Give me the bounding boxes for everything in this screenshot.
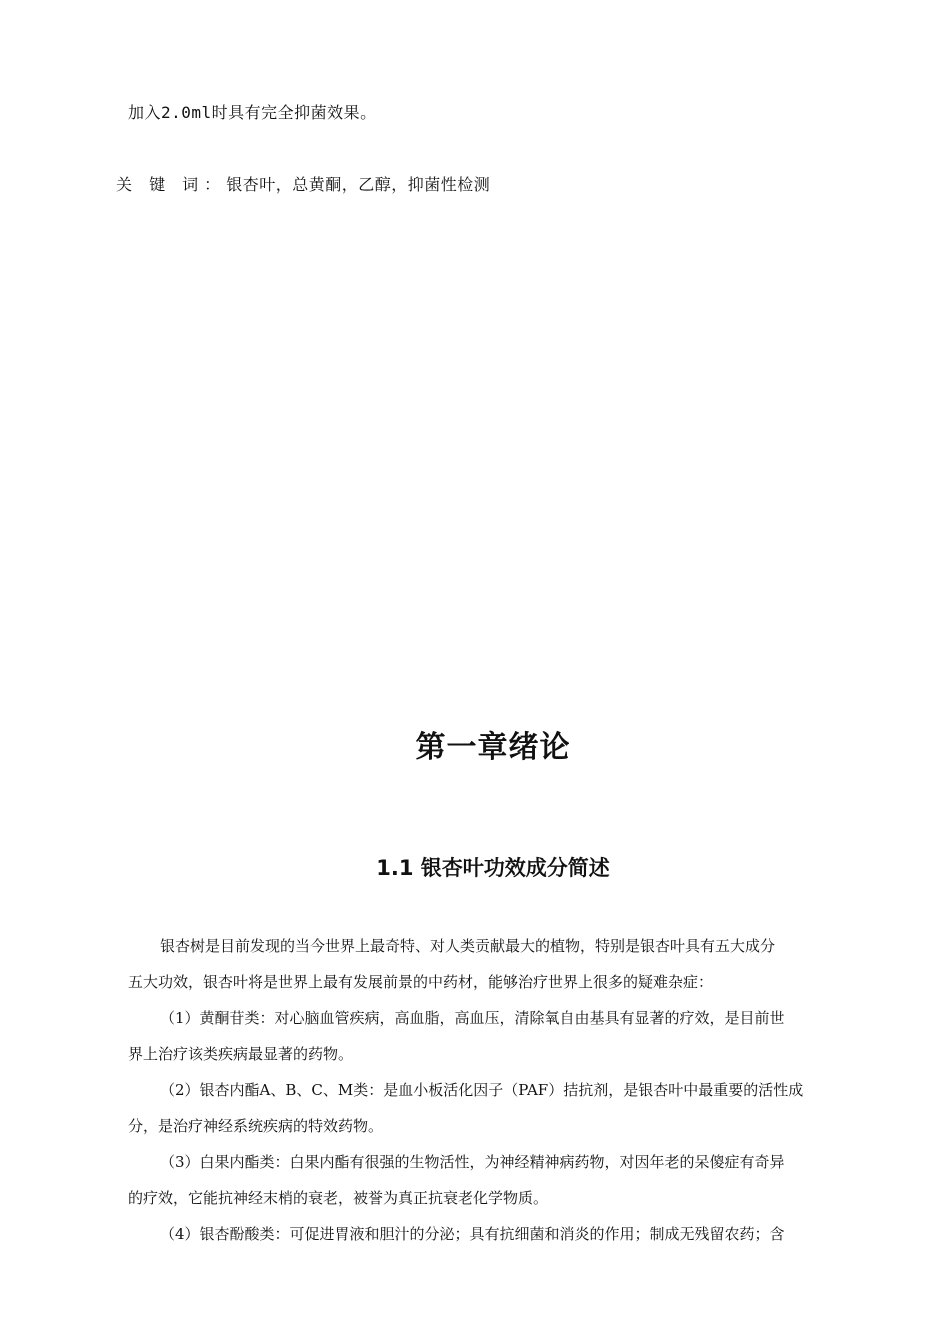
paragraph-line: （4）银杏酚酸类：可促进胃液和胆汁的分泌；具有抗细菌和消炎的作用；制成无残留农药；含 bbox=[160, 1225, 785, 1243]
item-flavonoid-glycosides bbox=[128, 1000, 858, 1072]
paragraph-line: （3）白果内酯类：白果内酯有很强的生物活性，为神经精神病药物，对因年老的呆傻症有奇异 bbox=[160, 1153, 785, 1171]
item-bilobalide bbox=[128, 1144, 858, 1216]
chapter-title: 第一章绪论 bbox=[415, 730, 571, 765]
abstract-tail-text: 加入2.0ml时具有完全抑菌效果。 bbox=[128, 103, 377, 122]
intro-paragraph bbox=[128, 928, 858, 1000]
paragraph-line: （2）银杏内酯A、B、C、M类：是血小板活化因子（PAF）拮抗剂，是银杏叶中最重要的活性成 bbox=[160, 1081, 804, 1099]
paragraph-line: 界上治疗该类疾病最显著的药物。 bbox=[128, 1045, 354, 1063]
section-title: 1.1 银杏叶功效成分简述 bbox=[376, 856, 610, 880]
paragraph-line: （1）黄酮苷类：对心脑血管疾病，高血脂，高血压，清除氧自由基具有显著的疗效，是目前世 bbox=[160, 1009, 785, 1027]
paragraph-line: 银杏树是目前发现的当今世界上最奇特、对人类贡献最大的植物，特别是银杏叶具有五大成分 bbox=[160, 937, 776, 955]
keywords-value: 银杏叶，总黄酮，乙醇，抑菌性检测 bbox=[226, 175, 491, 194]
item-ginkgolides bbox=[128, 1072, 858, 1144]
paragraph-line: 的疗效，它能抗神经末梢的衰老，被誉为真正抗衰老化学物质。 bbox=[128, 1189, 549, 1207]
keywords-label: 关 键 词： bbox=[116, 175, 227, 194]
keywords-line bbox=[116, 172, 490, 195]
paragraph-line: 分，是治疗神经系统疾病的特效药物。 bbox=[128, 1117, 384, 1135]
paragraph-line: 五大功效，银杏叶将是世界上最有发展前景的中药材，能够治疗世界上很多的疑难杂症： bbox=[128, 973, 714, 991]
item-ginkgolic-acids bbox=[128, 1216, 858, 1252]
